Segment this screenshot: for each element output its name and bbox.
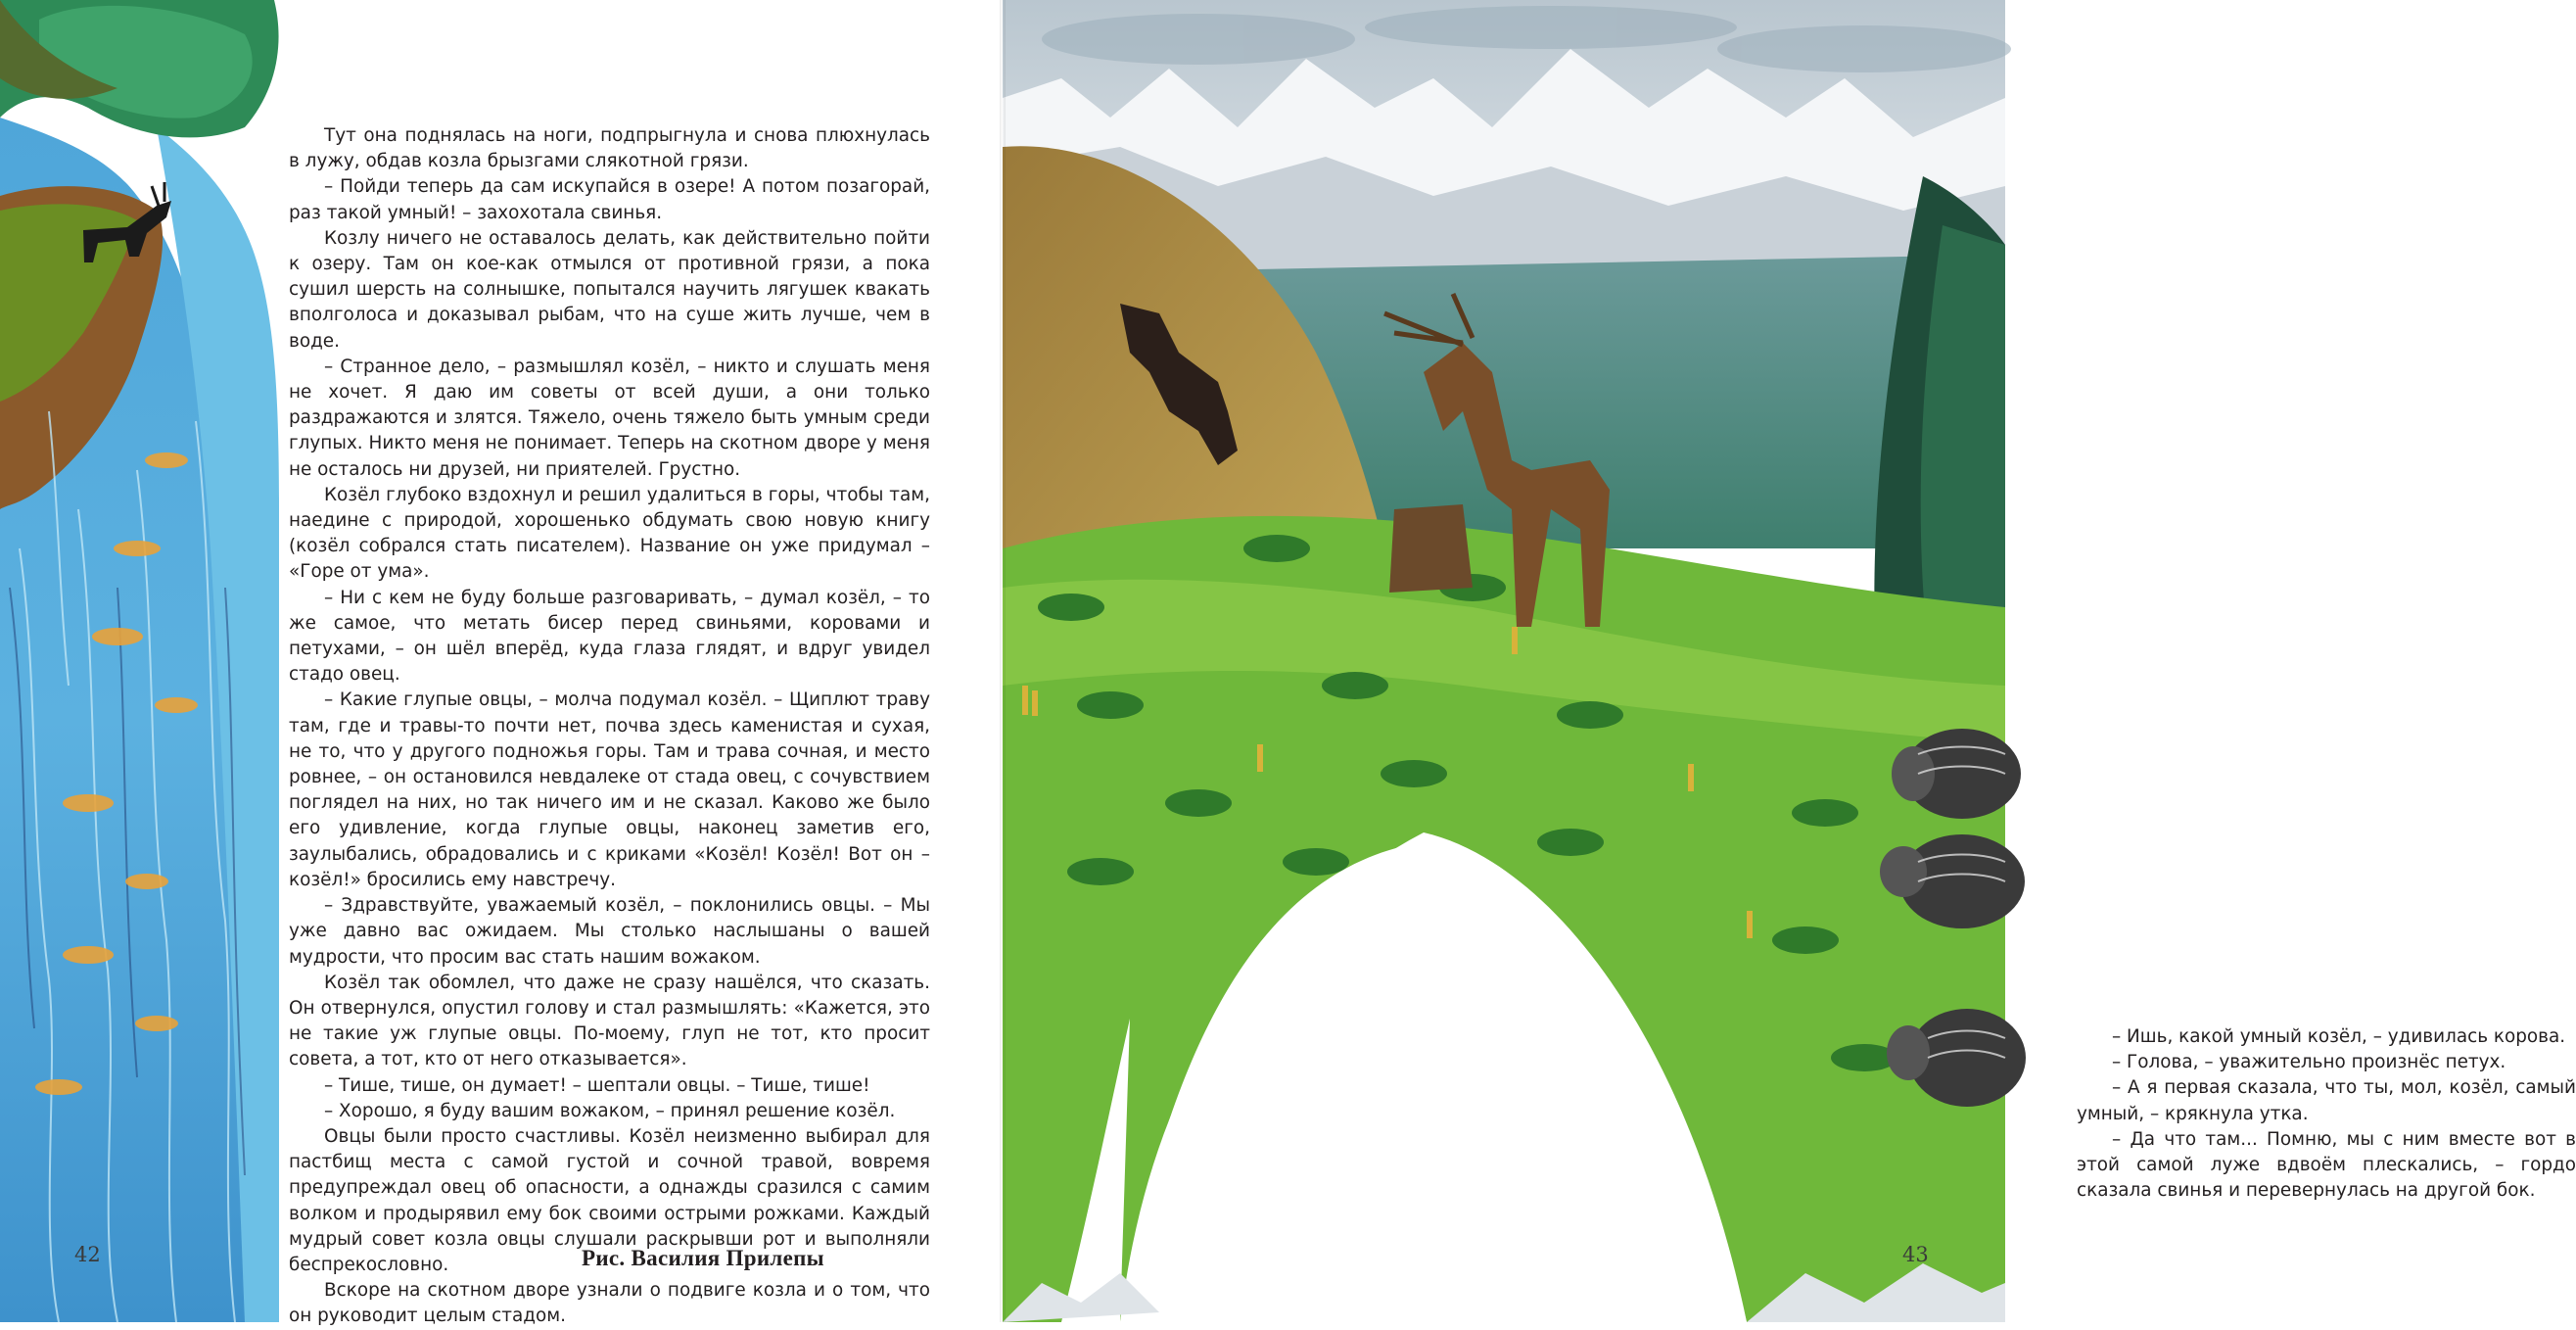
left-page bbox=[0, 0, 1003, 1327]
paragraph: – Да что там... Помню, мы с ним вместе вот в этой самой луже вдвоём плескались, – гордо сказала свинья и перевернулась на другой бок. bbox=[2077, 1128, 2576, 1202]
paragraph: Козлу ничего не оставалось делать, как действительно пойти к озеру. Там он кое-как отмылся от противной грязи, а пока сушил шерсть на солнышке, попытался научить лягушек квакать вполголоса и доказывал рыбам, что на суше жить лучше, чем в воде. bbox=[289, 227, 930, 352]
paragraph: – Ни с кем не буду больше разговаривать, – думал козёл, – то же самое, что метать бисер перед свиньями, коровами и петухами, – он шёл вперёд, куда глаза глядят, и вдруг увидел стадо овец. bbox=[289, 587, 930, 686]
paragraph: – Здравствуйте, уважаемый козёл, – поклонились овцы. – Мы уже давно вас ожидаем. Мы столько наслышаны о вашей мудрости, что просим вас стать нашим вожаком. bbox=[289, 895, 930, 968]
paragraph: – А я первая сказала, что ты, мол, козёл, самый умный, – крякнула утка. bbox=[2077, 1077, 2576, 1124]
paragraph: – Ишь, какой умный козёл, – удивилась корова. bbox=[2112, 1026, 2566, 1047]
right-body-text bbox=[2077, 1024, 2576, 1204]
paragraph: Козёл так обомлел, что даже не сразу нашёлся, что сказать. Он отвернулся, опустил голову и стал размышлять: «Кажется, это не такие уж глупые овцы. По-моему, глуп не тот, кто просит совета, а тот, кто от него отказывается». bbox=[289, 972, 930, 1070]
right-page bbox=[1003, 0, 2576, 1322]
paragraph: – Голова, – уважительно произнёс петух. bbox=[2112, 1052, 2506, 1073]
illustrator-credit: Рис. Василия Прилепы bbox=[582, 1246, 824, 1270]
paragraph: – Хорошо, я буду вашим вожаком, – принял решение козёл. bbox=[324, 1100, 896, 1121]
paragraph: Вскоре на скотном дворе узнали о подвиге козла и о том, что он руководит целым стадом. bbox=[289, 1280, 930, 1327]
paragraph: Тут она поднялась на ноги, подпрыгнула и снова плюхнулась в лужу, обдав козла брызгами слякотной грязи. bbox=[289, 125, 930, 172]
paragraph: Козёл глубоко вздохнул и решил удалиться в горы, чтобы там, наедине с природой, хорошенько обдумать свою новую книгу (козёл собрался стать писателем). Название он уже придумал – «Горе от ума». bbox=[289, 484, 930, 583]
book-gutter bbox=[1000, 0, 1006, 1322]
paragraph: – Какие глупые овцы, – молча подумал козёл. – Щиплют траву там, где и травы-то почти нет, почва здесь каменистая и сухая, не то, что у другого подножья горы. Там и трава сочная, и место ровнее, – он остановился невдалеке от стада овец, с сочувствием поглядел на них, но так ничего им и не сказал. Каково же было его удивление, когда глупые овцы, наконец заметив его, заулыбались, обрадовались и с криками «Козёл! Козёл! Вот он – козёл!» бросились ему навстречу. bbox=[289, 689, 930, 890]
paragraph: – Странное дело, – размышлял козёл, – никто и слушать меня не хочет. Я даю им советы от всей души, а они только раздражаются и злятся. Тяжело, очень тяжело быть умным среди глупых. Никто меня не понимает. Теперь на скотном дворе у меня не осталось ни друзей, ни приятелей. Грустно. bbox=[289, 356, 930, 480]
page-number-right: 43 bbox=[1902, 1243, 1929, 1266]
paragraph: – Тише, тише, он думает! – шептали овцы. – Тише, тише! bbox=[324, 1074, 870, 1096]
page-number-left: 42 bbox=[74, 1243, 101, 1266]
waterfall-illustration bbox=[0, 0, 284, 1322]
mountain-meadow-illustration bbox=[1003, 0, 2005, 1322]
left-body-text bbox=[289, 123, 930, 1330]
paragraph: – Пойди теперь да сам искупайся в озере! А потом позагорай, раз такой умный! – захохотала свинья. bbox=[289, 176, 930, 223]
paragraph: Овцы были просто счастливы. Козёл неизменно выбирал для пастбищ места с самой густой и сочной травой, вовремя предупреждал овец об опасности, а однажды сразился с самим волком и продырявил ему бок своими острыми рожками. Каждый мудрый совет козла овцы слушали раскрывши рот и выполняли беспрекословно. bbox=[289, 1125, 930, 1275]
